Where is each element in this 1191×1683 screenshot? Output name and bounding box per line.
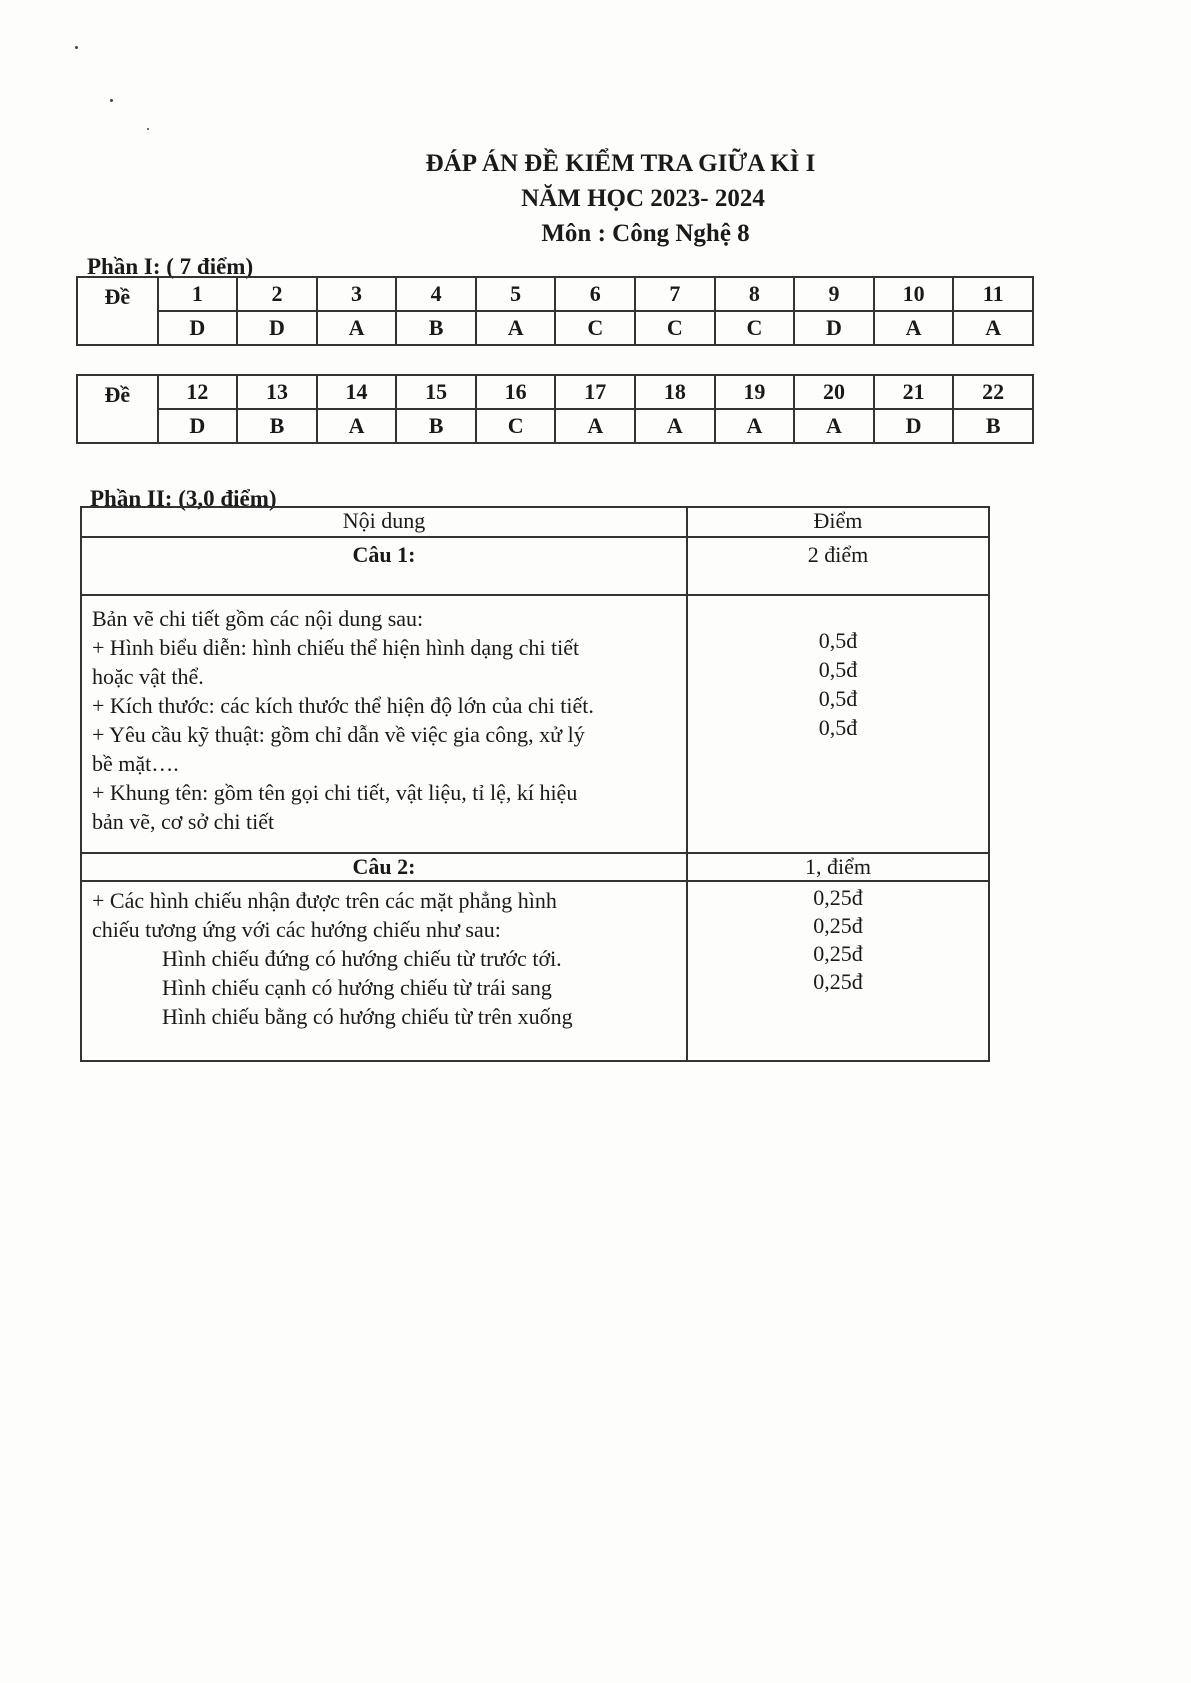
answer-letter: A — [953, 311, 1033, 345]
document-header — [0, 146, 1191, 251]
question-number: 9 — [794, 277, 874, 311]
answer-letter: A — [874, 311, 954, 345]
answer-table-1 — [76, 276, 1034, 346]
indented-content-line: Hình chiếu bằng có hướng chiếu từ trên xuống — [162, 1004, 573, 1029]
question-2-points — [687, 881, 989, 1061]
answer-letter: A — [476, 311, 556, 345]
content-line: + Kích thước: các kích thước thể hiện độ lớn của chi tiết. — [92, 693, 594, 718]
question-number: 3 — [317, 277, 397, 311]
question-number: 5 — [476, 277, 556, 311]
answer-letter: B — [396, 311, 476, 345]
point-value: 0,5đ — [818, 715, 858, 740]
answer-letter: D — [794, 311, 874, 345]
table-header-row — [81, 507, 989, 537]
question-number: 14 — [317, 375, 397, 409]
question-number: 21 — [874, 375, 954, 409]
answer-letter: C — [635, 311, 715, 345]
points-header: Điểm — [687, 507, 989, 537]
de-label: Đề — [77, 375, 158, 443]
content-line: hoặc vật thể. — [92, 664, 204, 689]
question-number: 11 — [953, 277, 1033, 311]
question-number: 22 — [953, 375, 1033, 409]
answer-letter: D — [237, 311, 317, 345]
question-number: 4 — [396, 277, 476, 311]
question-number: 19 — [715, 375, 795, 409]
question-number: 15 — [396, 375, 476, 409]
question-number: 18 — [635, 375, 715, 409]
answer-letter: C — [476, 409, 556, 443]
answer-letter: C — [715, 311, 795, 345]
question-2-content — [81, 881, 687, 1061]
content-line: + Hình biểu diễn: hình chiếu thể hiện hình dạng chi tiết — [92, 635, 580, 660]
question-number: 20 — [794, 375, 874, 409]
content-line: chiếu tương ứng với các hướng chiếu như sau: — [92, 917, 501, 942]
question-2-total-points: 1, điểm — [687, 853, 989, 881]
answer-letter: B — [237, 409, 317, 443]
answer-letter: B — [396, 409, 476, 443]
answer-letter: A — [555, 409, 635, 443]
answer-letter: A — [317, 409, 397, 443]
answer-letter: A — [715, 409, 795, 443]
content-line: bản vẽ, cơ sở chi tiết — [92, 809, 275, 834]
question-number: 16 — [476, 375, 556, 409]
question-2-lines — [82, 882, 686, 1041]
answer-row — [77, 409, 1033, 443]
question-1-content-row — [81, 595, 989, 853]
question-1-content — [81, 595, 687, 853]
question-number: 2 — [237, 277, 317, 311]
question-number-row — [77, 277, 1033, 311]
question-1-total-points: 2 điểm — [687, 537, 989, 595]
point-value: 0,25đ — [813, 913, 863, 938]
question-1-points — [687, 595, 989, 853]
content-line: bề mặt…. — [92, 751, 179, 776]
answer-letter: A — [317, 311, 397, 345]
content-line: + Các hình chiếu nhận được trên các mặt phẳng hình — [92, 888, 557, 913]
point-value: 0,25đ — [813, 969, 863, 994]
answer-letter: D — [158, 311, 238, 345]
answer-table-2 — [76, 374, 1034, 444]
content-line: Bản vẽ chi tiết gồm các nội dung sau: — [92, 606, 424, 631]
answer-letter: A — [794, 409, 874, 443]
point-value: 0,5đ — [818, 686, 858, 711]
answer-row — [77, 311, 1033, 345]
document-title: ĐÁP ÁN ĐỀ KIỂM TRA GIỮA KÌ I — [425, 150, 816, 177]
question-2-title-row — [81, 853, 989, 881]
scan-speck — [110, 99, 113, 102]
question-2-title: Câu 2: — [81, 853, 687, 881]
essay-answer-table — [80, 506, 990, 1062]
answer-letter: D — [158, 409, 238, 443]
scan-speck — [75, 46, 78, 49]
answer-letter: A — [635, 409, 715, 443]
content-header: Nội dung — [81, 507, 687, 537]
subject-line: Môn : Công Nghệ 8 — [541, 220, 750, 247]
question-1-lines — [82, 596, 686, 846]
question-1-title: Câu 1: — [81, 537, 687, 595]
question-1-point-list — [688, 596, 988, 742]
question-number-row — [77, 375, 1033, 409]
question-2-content-row — [81, 881, 989, 1061]
answer-letter: D — [874, 409, 954, 443]
question-number: 6 — [555, 277, 635, 311]
question-2-point-list — [688, 882, 988, 996]
scan-speck — [147, 128, 149, 130]
question-number: 10 — [874, 277, 954, 311]
point-value: 0,5đ — [818, 628, 858, 653]
question-number: 17 — [555, 375, 635, 409]
question-number: 8 — [715, 277, 795, 311]
question-number: 1 — [158, 277, 238, 311]
content-line: + Yêu cầu kỹ thuật: gồm chỉ dẫn về việc gia công, xử lý — [92, 722, 585, 747]
answer-letter: B — [953, 409, 1033, 443]
school-year: NĂM HỌC 2023- 2024 — [521, 185, 765, 212]
indented-content-line: Hình chiếu đứng có hướng chiếu từ trước tới. — [162, 946, 562, 971]
part2-label: Phần II: (3,0 điểm) — [90, 486, 277, 511]
de-label: Đề — [77, 277, 158, 345]
question-1-title-row — [81, 537, 989, 595]
point-value: 0,25đ — [813, 941, 863, 966]
point-value: 0,5đ — [818, 657, 858, 682]
answer-letter: C — [555, 311, 635, 345]
indented-content-line: Hình chiếu cạnh có hướng chiếu từ trái sang — [162, 975, 552, 1000]
point-value: 0,25đ — [813, 885, 863, 910]
question-number: 12 — [158, 375, 238, 409]
question-number: 7 — [635, 277, 715, 311]
content-line: + Khung tên: gồm tên gọi chi tiết, vật liệu, tỉ lệ, kí hiệu — [92, 780, 578, 805]
part1-label: Phần I: ( 7 điểm) — [87, 254, 254, 279]
question-number: 13 — [237, 375, 317, 409]
